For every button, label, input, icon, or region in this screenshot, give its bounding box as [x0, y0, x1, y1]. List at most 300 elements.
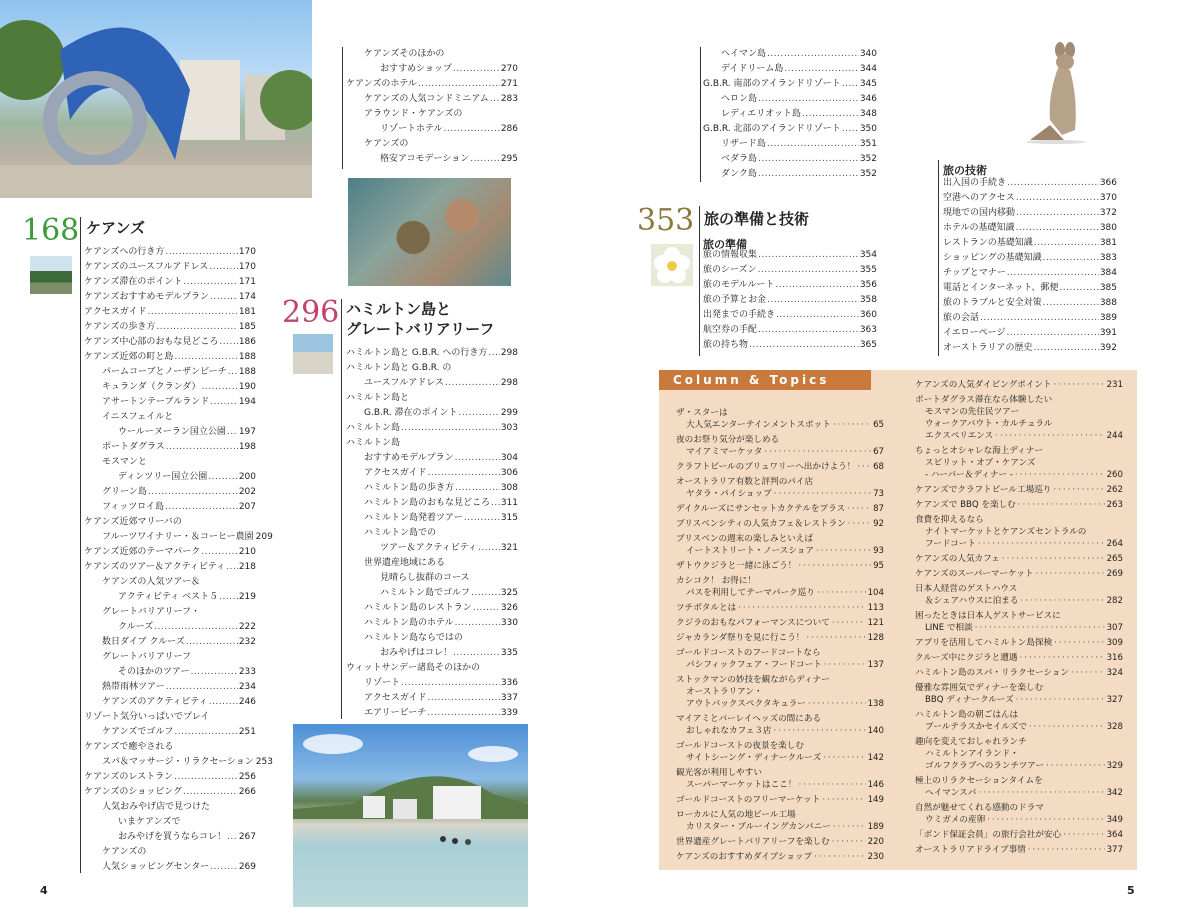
toc-entry-title: ハミルトン島ならではの [364, 633, 463, 643]
topic-page: 104 [867, 588, 884, 598]
topic-line: ハミルトン島の朝ごはんは [915, 710, 1019, 720]
topic-title: ブリスベンシティの人気カフェ＆レストラン [676, 519, 846, 529]
toc-entry-page: 246 [238, 697, 256, 707]
topic-page: 327 [1106, 695, 1123, 705]
toc-entry-page: 339 [500, 708, 518, 718]
topic-line: スピリット・オブ・ケアンズ [925, 458, 1036, 468]
topic-line [915, 760, 1123, 772]
hamilton-toc [346, 346, 518, 721]
topic-entry [676, 632, 884, 644]
toc-entry-page: 188 [238, 367, 256, 377]
topic-leader [1053, 484, 1104, 496]
toc-leader [1016, 191, 1099, 206]
toc-entry [703, 62, 877, 77]
toc-entry-page: 355 [859, 265, 877, 275]
toc-entry-page: 267 [238, 832, 256, 842]
toc-entry-title: キュランダ（クランダ） [102, 382, 201, 392]
toc-leader [842, 122, 859, 137]
topic-entry [915, 736, 1123, 772]
topic-line [676, 836, 884, 848]
topic-line [676, 698, 884, 710]
topic-line: ちょっとオシャレな海上ディナー [915, 446, 1044, 456]
topic-title: ジャカランダ祭りを見に行こう！ [676, 633, 805, 643]
toc-entry-page: 345 [859, 79, 877, 89]
toc-entry-title: リゾート気分いっぱいでプレイ [84, 712, 210, 722]
topic-entry [676, 476, 884, 500]
toc-entry [346, 122, 518, 137]
toc-entry-page: 391 [1099, 328, 1117, 338]
topic-title: サイトシーング・ディナークルーズ [686, 753, 822, 763]
right-page-number: 5 [1127, 884, 1135, 897]
toc-entry-page: 200 [238, 472, 256, 482]
topic-line [676, 602, 884, 614]
toc-entry [703, 248, 877, 263]
topic-page: 189 [867, 822, 884, 832]
toc-entry-page: 315 [500, 513, 518, 523]
toc-entry-page: 181 [238, 307, 256, 317]
toc-leader [1034, 236, 1099, 251]
topic-leader [832, 617, 866, 629]
topic-line: ナイトマーケットとケアンズセントラルの [925, 527, 1087, 537]
toc-entry [84, 560, 256, 575]
toc-leader [401, 421, 500, 436]
topic-leader [848, 518, 871, 530]
topic-entry [915, 568, 1123, 580]
topic-leader [1015, 469, 1105, 481]
toc-leader [208, 470, 238, 485]
toc-entry [346, 541, 518, 556]
toc-entry-page: 350 [859, 124, 877, 134]
toc-leader [1016, 221, 1099, 236]
toc-entry-page: 210 [238, 547, 256, 557]
toc-entry-page: 336 [500, 678, 518, 688]
topic-entry [915, 775, 1123, 799]
topic-leader [975, 622, 1105, 634]
toc-entry [703, 107, 877, 122]
toc-leader [147, 305, 237, 320]
toc-entry-title: ユースフルアドレス [364, 378, 444, 388]
topic-title: クジラのおもなパフォーマンスについて [676, 618, 830, 628]
topic-leader [816, 545, 871, 557]
topic-page: 67 [873, 447, 884, 457]
toc-entry [346, 47, 518, 62]
toc-entry-title: ケアンズ滞在のポイント [84, 277, 183, 287]
topic-title: クラフトビールのブリュワリーへ出かけよう！ [676, 462, 856, 472]
topic-leader [987, 814, 1104, 826]
toc-entry [943, 281, 1117, 296]
toc-leader [418, 77, 500, 92]
topic-line [915, 637, 1123, 649]
toc-entry [703, 338, 877, 353]
toc-entry-page: 222 [238, 622, 256, 632]
toc-entry-title: おすすめモデルプラン [364, 453, 454, 463]
topic-page: 140 [867, 726, 884, 736]
toc-entry-page: 306 [500, 468, 518, 478]
toc-entry-title: フィッツロイ島 [102, 502, 165, 512]
travel-section-title: 旅の準備と技術 [704, 210, 810, 228]
toc-entry [346, 406, 518, 421]
toc-entry-title: アクセスガイド [364, 693, 427, 703]
topic-line [676, 545, 884, 557]
toc-entry [346, 706, 518, 721]
toc-leader [228, 365, 238, 380]
reef-turtle-photo [348, 178, 511, 286]
topic-entry [676, 767, 884, 791]
toc-entry-title: リゾート [364, 678, 401, 688]
tech-subtitle: 旅の技術 [943, 164, 987, 177]
hamilton-beach-photo [293, 724, 528, 907]
toc-entry [346, 421, 518, 436]
toc-entry-title: フルーツワイナリー・＆コーヒー農園 [102, 532, 254, 542]
topic-leader [1020, 595, 1104, 607]
cairns-cont-toc [346, 47, 518, 167]
topic-leader [823, 752, 865, 764]
topic-line: ウォークアバウト・カルチュラル [925, 419, 1053, 429]
toc-leader [478, 541, 500, 556]
toc-entry-title: ケアンズで癒やされる [84, 742, 174, 752]
topic-title: マイアミマーケッタ [686, 447, 763, 457]
toc-leader [802, 107, 859, 122]
topic-page: 149 [867, 795, 884, 805]
toc-entry [84, 665, 256, 680]
toc-entry-title: 電話とインターネット、郵便 [943, 283, 1059, 293]
toc-entry-title: ハミルトン島のレストラン [364, 603, 472, 613]
toc-leader [401, 676, 500, 691]
topic-entry [915, 499, 1123, 511]
toc-entry [703, 47, 877, 62]
toc-entry-title: アクセスガイド [364, 468, 427, 478]
topic-page: 264 [1106, 539, 1123, 549]
toc-entry-title: 数日ダイブ クルーズ [102, 637, 185, 647]
toc-entry [346, 646, 518, 661]
toc-entry-title: ウールーヌーラン国立公園 [118, 427, 226, 437]
toc-entry [703, 323, 877, 338]
toc-entry-title: 旅の予算とお金 [703, 295, 767, 305]
topic-leader [822, 794, 865, 806]
toc-entry-title: ケアンズの [102, 847, 147, 857]
toc-leader [219, 590, 238, 605]
topic-page: 142 [867, 753, 884, 763]
flower-thumbnail [651, 244, 693, 286]
topic-line [676, 419, 884, 431]
hamilton-divider [341, 299, 342, 719]
toc-leader [490, 92, 500, 107]
topic-line: カシコク！ お得に！ [676, 576, 757, 586]
toc-entry-title: ケアンズのショッピング [84, 787, 183, 797]
topic-line: オーストラリア有数と評判のパイ店 [676, 477, 814, 487]
toc-entry-title: ホテルの基礎知識 [943, 223, 1015, 233]
toc-entry-page: 256 [238, 772, 256, 782]
topic-line [915, 553, 1123, 565]
topic-title: パシフィックフェア・フードコート [686, 660, 822, 670]
toc-entry-page: 283 [500, 94, 518, 104]
toc-leader [210, 860, 238, 875]
topic-line [676, 446, 884, 458]
toc-leader [1007, 266, 1099, 281]
toc-entry [943, 326, 1117, 341]
topic-leader [832, 836, 866, 848]
toc-leader [775, 278, 858, 293]
prep-toc [703, 248, 877, 353]
toc-entry [84, 845, 256, 860]
toc-entry-title: ショッピングの基礎知識 [943, 253, 1042, 263]
toc-leader [202, 380, 238, 395]
topic-leader [774, 725, 866, 737]
topic-line [915, 568, 1123, 580]
topic-entry [676, 674, 884, 710]
toc-entry [346, 107, 518, 122]
topic-line [915, 829, 1123, 841]
toc-entry-page: 219 [238, 592, 256, 602]
toc-entry-title: ハミルトン島と [346, 393, 410, 403]
topic-entry [676, 575, 884, 599]
topic-leader [806, 632, 865, 644]
toc-entry-page: 352 [859, 169, 877, 179]
toc-entry [346, 346, 518, 361]
toc-leader [758, 248, 859, 263]
cairns-section-title: ケアンズ [86, 219, 145, 237]
toc-entry-page: 363 [859, 325, 877, 335]
toc-entry-title: デイドリーム島 [721, 64, 784, 74]
topic-line: ストックマンの妙技を観ながらディナー [676, 675, 830, 685]
toc-entry-page: 269 [238, 862, 256, 872]
toc-entry-title: ケアンズの歩き方 [84, 322, 156, 332]
topic-page: 329 [1106, 761, 1123, 771]
cairns-section-number: 168 [22, 213, 80, 248]
topic-title: カリスター・ブルーイングカンパニー [686, 822, 831, 832]
toc-entry-page: 381 [1099, 238, 1117, 248]
toc-entry-title: 出発までの手続き [703, 310, 776, 320]
train-thumbnail [30, 256, 72, 294]
toc-entry-page: 337 [500, 693, 518, 703]
topic-line [915, 499, 1123, 511]
topic-title: フードコート [925, 539, 976, 549]
toc-entry-page: 344 [859, 64, 877, 74]
toc-entry-title: オーストラリアの歴史 [943, 343, 1033, 353]
topic-page: 328 [1106, 722, 1123, 732]
column-topics-title: Column & Topics [659, 370, 871, 390]
toc-entry-title: アクセスガイド [84, 307, 147, 317]
toc-entry-title: ハミルトン島のおもな見どころ [364, 498, 491, 508]
tech-divider [938, 160, 939, 356]
topic-page: 263 [1106, 500, 1123, 510]
topic-title: ケアンズのスーパーマーケット [915, 569, 1034, 579]
toc-entry-title: ハミルトン島 [346, 423, 401, 433]
topic-entry [676, 560, 884, 572]
topic-page: 324 [1106, 668, 1123, 678]
toc-entry-page: 194 [238, 397, 256, 407]
toc-entry-page: 358 [859, 295, 877, 305]
topic-leader [1054, 637, 1104, 649]
toc-entry [346, 391, 518, 406]
toc-entry-page: 388 [1099, 298, 1117, 308]
topic-line [915, 430, 1123, 442]
toc-entry-title: ポートダグラス [102, 442, 165, 452]
topic-page: 138 [867, 699, 884, 709]
toc-entry [84, 755, 273, 770]
toc-entry [84, 425, 256, 440]
toc-entry-page: 218 [238, 562, 256, 572]
topic-line [676, 632, 884, 644]
toc-entry [84, 620, 256, 635]
toc-leader [210, 290, 238, 305]
toc-entry [703, 293, 877, 308]
toc-entry-title: 熱帯雨林ツアー [102, 682, 165, 692]
topic-page: 93 [873, 546, 884, 556]
topic-page: 87 [873, 504, 884, 514]
toc-entry-title: レディエリオット島 [721, 109, 801, 119]
toc-entry-page: 385 [1099, 283, 1117, 293]
topic-line: 優雅な雰囲気でディナーを楽しむ [915, 683, 1044, 693]
toc-entry-page: 370 [1099, 193, 1117, 203]
toc-leader [1034, 341, 1099, 356]
toc-entry-page: 384 [1099, 268, 1117, 278]
toc-entry-page: 298 [500, 378, 518, 388]
toc-entry-page: 308 [500, 483, 518, 493]
toc-entry-title: 出入国の手続き [943, 178, 1007, 188]
left-page-number: 4 [40, 884, 48, 897]
toc-entry-title: 旅の情報収集 [703, 250, 758, 260]
toc-entry [84, 455, 256, 470]
toc-entry [84, 515, 256, 530]
toc-entry [346, 361, 518, 376]
topic-leader [798, 560, 871, 572]
toc-entry-title: ケアンズのユースフルアドレス [84, 262, 209, 272]
toc-leader [767, 47, 859, 62]
toc-leader [219, 335, 237, 350]
toc-entry [346, 496, 518, 511]
topic-line [676, 560, 884, 572]
topic-leader [1018, 499, 1105, 511]
topic-title: イートストリート・ノースショア [686, 546, 814, 556]
toc-leader [470, 152, 500, 167]
topic-leader [1019, 652, 1104, 664]
toc-entry-page: 346 [859, 94, 877, 104]
toc-entry-title: 人気ショッピングセンター [102, 862, 210, 872]
toc-leader [174, 725, 237, 740]
topic-line [676, 518, 884, 530]
toc-entry-title: 空港へのアクセス [943, 193, 1015, 203]
topic-entry [915, 667, 1123, 679]
toc-entry-page: 366 [1099, 178, 1117, 188]
toc-leader [165, 245, 237, 260]
toc-entry-title: スパ＆マッサージ・リラクセーション [102, 757, 254, 767]
toc-leader [209, 260, 238, 275]
topic-leader [857, 461, 871, 473]
topic-line [676, 587, 884, 599]
toc-entry [943, 311, 1117, 326]
toc-entry-title: ケアンズ近郊のテーマパーク [84, 547, 201, 557]
toc-leader [767, 137, 859, 152]
topic-title: ザトウクジラと一緒に泳ごう！ [676, 561, 797, 571]
topic-line [915, 379, 1123, 391]
topic-line [915, 667, 1123, 679]
topic-line: 観光客が利用しやすい [676, 768, 762, 778]
topic-line: ハミルトンアイランド・ [925, 749, 1019, 759]
toc-entry [84, 800, 256, 815]
toc-entry-page: 392 [1099, 343, 1117, 353]
toc-entry [346, 676, 518, 691]
topic-title: ケアンズでクラフトビール工場巡り [915, 485, 1052, 495]
topic-page: 113 [867, 603, 884, 613]
toc-entry [346, 616, 518, 631]
toc-entry-title: 見晴らし抜群のコース [380, 573, 470, 583]
toc-leader [1043, 296, 1099, 311]
topic-title: ケアンズの人気ダイビングポイント [915, 380, 1052, 390]
toc-entry-title: 旅のトラブルと安全対策 [943, 298, 1042, 308]
toc-entry [84, 725, 256, 740]
toc-entry [346, 481, 518, 496]
toc-entry [943, 206, 1117, 221]
toc-entry [84, 470, 256, 485]
toc-leader [154, 620, 238, 635]
toc-entry [943, 296, 1117, 311]
topic-leader [1028, 844, 1105, 856]
toc-leader [471, 586, 500, 601]
topic-entry [915, 802, 1123, 826]
topic-title: スーパーマーケットはここ！ [686, 780, 797, 790]
toc-entry-title: G.B.R. 南部のアイランドリゾート [703, 79, 841, 89]
topic-leader [978, 787, 1104, 799]
toc-entry [346, 92, 518, 107]
topic-leader [1046, 760, 1104, 772]
toc-leader [227, 830, 238, 845]
toc-entry [84, 710, 256, 725]
topic-entry [915, 379, 1123, 391]
toc-entry-page: 348 [859, 109, 877, 119]
toc-entry-page: 335 [500, 648, 518, 658]
travel-section-number: 353 [637, 203, 695, 238]
topic-leader [1002, 553, 1105, 565]
toc-entry-title: ケアンズへの行き方 [84, 247, 165, 257]
topic-page: 260 [1106, 470, 1123, 480]
column-topics-right [915, 379, 1123, 859]
toc-leader [767, 293, 859, 308]
topic-line [676, 461, 884, 473]
toc-entry-page: 351 [859, 139, 877, 149]
topic-page: 364 [1106, 830, 1123, 840]
topic-entry [676, 461, 884, 473]
topic-page: 307 [1106, 623, 1123, 633]
toc-entry-page: 185 [238, 322, 256, 332]
topic-entry [915, 445, 1123, 481]
toc-leader [464, 511, 500, 526]
topic-page: 282 [1106, 596, 1123, 606]
topic-entry [915, 394, 1123, 442]
prep-subtitle: 旅の準備 [703, 238, 747, 251]
topic-line: ゴールドコーストの夜景を楽しむ [676, 741, 804, 751]
topic-entry [676, 851, 884, 863]
toc-leader [758, 92, 859, 107]
topic-line [676, 851, 884, 863]
topic-line: 日本人経営のゲストハウス [915, 584, 1018, 594]
toc-entry [84, 335, 256, 350]
toc-entry-page: 295 [500, 154, 518, 164]
toc-entry [84, 590, 256, 605]
toc-entry-title: ケアンズの人気ツアー＆ [102, 577, 201, 587]
toc-leader [758, 263, 859, 278]
toc-entry-page: 266 [238, 787, 256, 797]
toc-entry-page: 202 [238, 487, 256, 497]
topic-page: 265 [1106, 554, 1123, 564]
toc-entry [84, 410, 256, 425]
toc-entry-title: イエローページ [943, 328, 1006, 338]
toc-entry-page: 340 [859, 49, 877, 59]
topic-leader [814, 851, 866, 863]
toc-entry-page: 372 [1099, 208, 1117, 218]
topic-leader [833, 419, 871, 431]
topic-line [676, 725, 884, 737]
